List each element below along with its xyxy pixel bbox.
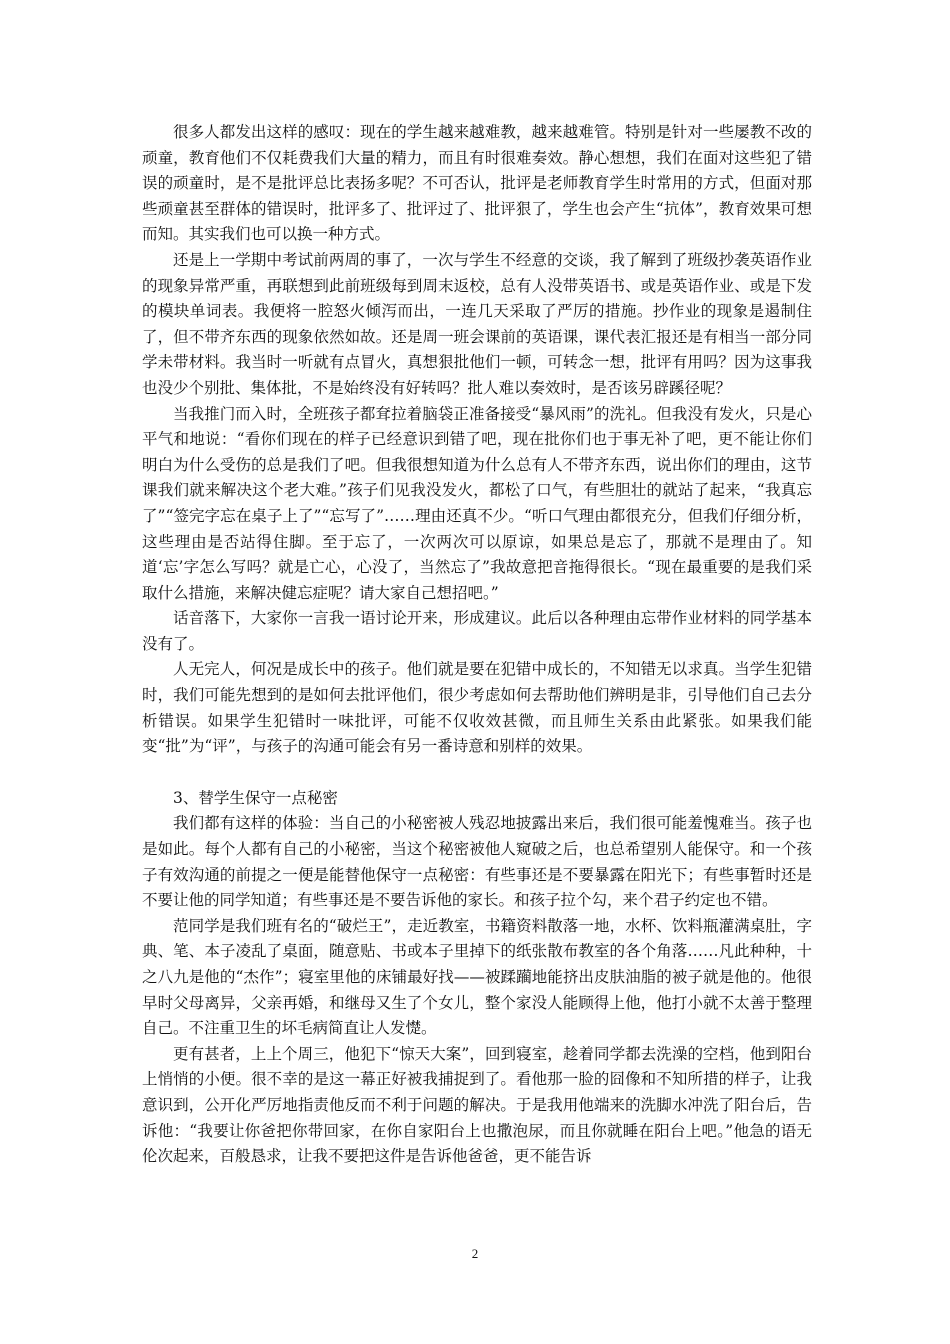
document-body	[142, 120, 812, 1170]
page-number: 2	[471, 1246, 479, 1261]
paragraph: 我们都有这样的体验：当自己的小秘密被人残忍地披露出来后，我们很可能羞愧难当。孩子也是如此。每个人都有自己的小秘密，当这个秘密被他人窥破之后，也总希望别人能保守。和一个孩子有效沟通的前提之一便是能替他保守一点秘密：有些事还是不要暴露在阳光下；有些事暂时还是不要让他的同学知道；有些事还是不要告诉他的家长。和孩子拉个勾，来个君子约定也不错。	[142, 814, 812, 910]
section-heading: 3、替学生保守一点秘密	[173, 788, 338, 807]
paragraph: 更有甚者，上上个周三，他犯下“惊天大案”，回到寝室，趁着同学都去洗澡的空档，他到阳台上悄悄的小便。很不幸的是这一幕正好被我捕捉到了。看他那一脸的囧像和不知所措的样子，让我意识到，公开化严厉地指责他反而不利于问题的解决。于是我用他端来的洗脚水冲洗了阳台后，告诉他：“我要让你爸把你带回家，在你自家阳台上也撒泡尿，而且你就睡在阳台上吧。”他急的语无伦次起来，百般恳求，让我不要把这件是告诉他爸爸，更不能告诉	[142, 1044, 812, 1166]
paragraph: 话音落下，大家你一言我一语讨论开来，形成建议。此后以各种理由忘带作业材料的同学基本没有了。	[142, 609, 812, 653]
paragraph: 人无完人，何况是成长中的孩子。他们就是要在犯错中成长的，不知错无以求真。当学生犯错时，我们可能先想到的是如何去批评他们，很少考虑如何去帮助他们辨明是非，引导他们自己去分析错误。如果学生犯错时一味批评，可能不仅收效甚微，而且师生关系由此紧张。如果我们能变“批”为“评”，与孩子的沟通可能会有另一番诗意和别样的效果。	[142, 660, 812, 756]
paragraph: 当我推门而入时，全班孩子都耷拉着脑袋正准备接受“暴风雨”的洗礼。但我没有发火，只是心平气和地说：“看你们现在的样子已经意识到错了吧，现在批你们也于事无补了吧，更不能让你们明白为什么受伤的总是我们了吧。但我很想知道为什么总有人不带齐东西，说出你们的理由，这节课我们就来解决这个老大难。”孩子们见我没发火，都松了口气，有些胆壮的就站了起来，“我真忘了”“签完字忘在桌子上了”“忘写了”……理由还真不少。“听口气理由都很充分，但我们仔细分析，这些理由是否站得住脚。至于忘了，一次两次可以原谅，如果总是忘了，那就不是理由了。知道‘忘’字怎么写吗？就是亡心，心没了，当然忘了”我故意把音拖得很长。“现在最重要的是我们采取什么措施，来解决健忘症呢？请大家自己想招吧。”	[142, 404, 812, 602]
blank-line	[142, 760, 812, 786]
paragraph: 范同学是我们班有名的“破烂王”，走近教室，书籍资料散落一地，水杯、饮料瓶灌满桌肚，字典、笔、本子凌乱了桌面，随意贴、书或本子里掉下的纸张散布教室的各个角落……凡此种种，十之八九是他的“杰作”；寝室里他的床铺最好找——被蹂躏地能挤出皮肤油脂的被子就是他的。他很早时父母离异，父亲再婚，和继母又生了个女儿，整个家没人能顾得上他，他打小就不太善于整理自己。不注重卫生的坏毛病简直让人发憷。	[142, 916, 812, 1038]
paragraph: 还是上一学期中考试前两周的事了，一次与学生不经意的交谈，我了解到了班级抄袭英语作业的现象异常严重，再联想到此前班级每到周末返校，总有人没带英语书、或是英语作业、或是下发的模块单词表。我便将一腔怒火倾泻而出，一连几天采取了严厉的措施。抄作业的现象是遏制住了，但不带齐东西的现象依然如故。还是周一班会课前的英语课，课代表汇报还是有相当一部分同学未带材料。我当时一听就有点冒火，真想狠批他们一顿，可转念一想，批评有用吗？因为这事我也没少个别批、集体批，不是始终没有好转吗？批人难以奏效时，是否该另辟蹊径呢？	[142, 250, 812, 397]
paragraph: 很多人都发出这样的感叹：现在的学生越来越难教，越来越难管。特别是针对一些屡教不改的顽童，教育他们不仅耗费我们大量的精力，而且有时很难奏效。静心想想，我们在面对这些犯了错误的顽童时，是不是批评总比表扬多呢？不可否认，批评是老师教育学生时常用的方式，但面对那些顽童甚至群体的错误时，批评多了、批评过了、批评狠了，学生也会产生“抗体”，教育效果可想而知。其实我们也可以换一种方式。	[142, 123, 812, 244]
